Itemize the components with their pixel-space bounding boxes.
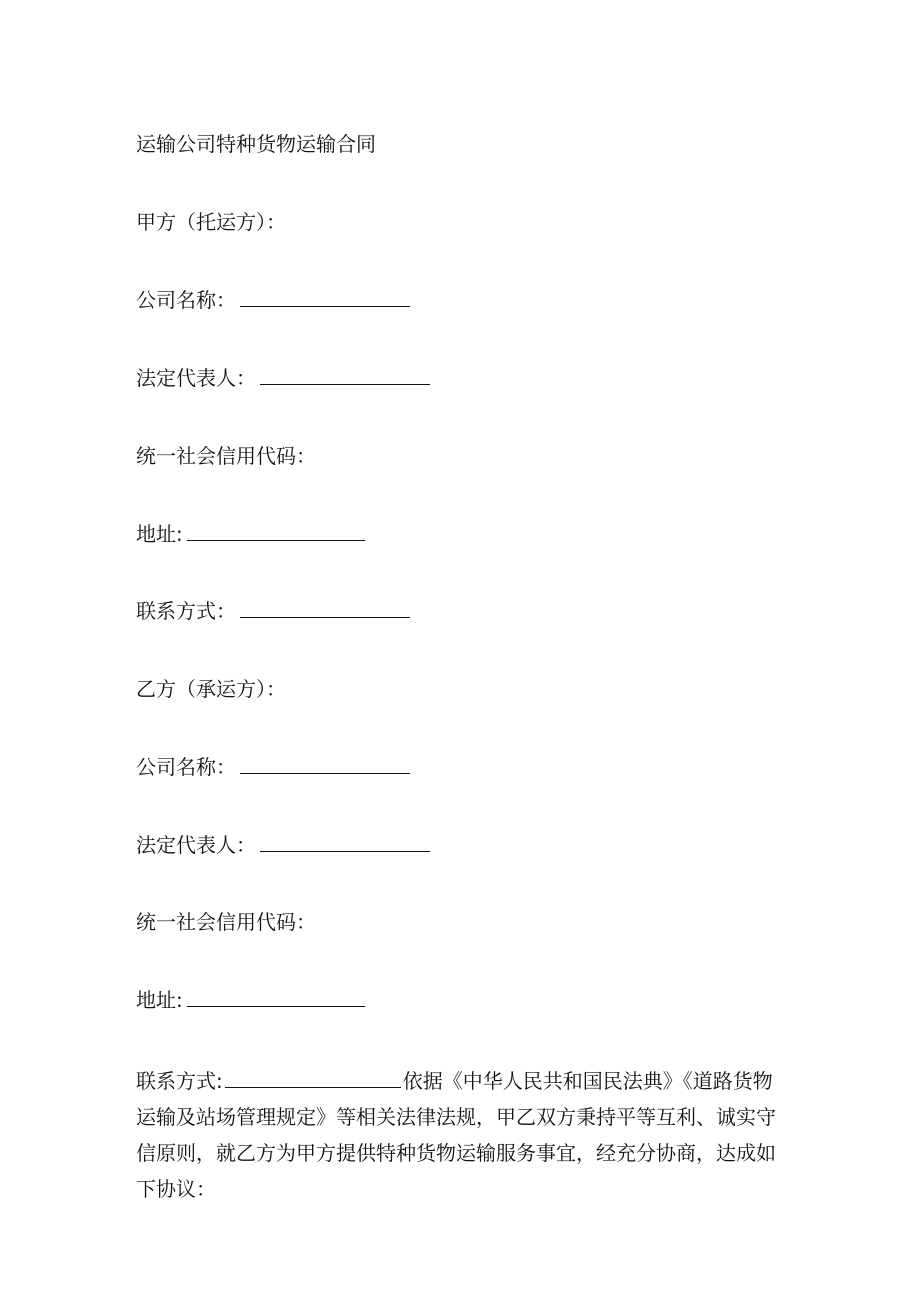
party-b-legal-rep-row [136, 831, 430, 859]
preamble-text: 依据《中华人民共和国民法典》《道路货物运输及站场管理规定》等相关法律法规，甲乙双方秉持平等互利、诚实守信原则，就乙方为甲方提供特种货物运输服务事宜，经充分协商，达成如下协议： [136, 1069, 776, 1201]
party-a-legal-rep-label: 法定代表人： [136, 366, 256, 390]
party-a-contact-label: 联系方式： [136, 599, 236, 623]
party-a-address-label: 地址: [136, 522, 183, 546]
party-a-heading: 甲方（托运方）： [136, 210, 286, 234]
party-a-contact-row [136, 597, 410, 625]
party-b-address-row [136, 986, 365, 1014]
preamble-paragraph [136, 1063, 786, 1207]
party-b-address-blank[interactable] [187, 986, 365, 1007]
party-b-heading: 乙方（承运方）： [136, 677, 286, 701]
party-b-company-name-label: 公司名称： [136, 755, 236, 779]
party-a-company-name-row [136, 286, 410, 314]
party-b-credit-code-label: 统一社会信用代码： [136, 910, 316, 934]
party-b-legal-rep-blank[interactable] [260, 831, 430, 852]
party-b-contact-label: 联系方式: [136, 1069, 223, 1093]
party-a-address-row [136, 520, 365, 548]
party-a-address-blank[interactable] [187, 520, 365, 541]
party-b-company-name-row [136, 753, 410, 781]
party-a-credit-code-label: 统一社会信用代码： [136, 444, 316, 468]
party-a-contact-blank[interactable] [240, 597, 410, 618]
contract-title: 运输公司特种货物运输合同 [136, 132, 376, 156]
party-b-address-label: 地址: [136, 988, 183, 1012]
party-b-company-name-blank[interactable] [240, 753, 410, 774]
party-a-company-name-blank[interactable] [240, 286, 410, 307]
party-a-legal-rep-row [136, 364, 430, 392]
party-a-legal-rep-blank[interactable] [260, 364, 430, 385]
party-b-contact-blank[interactable] [225, 1067, 401, 1088]
party-a-company-name-label: 公司名称： [136, 288, 236, 312]
party-b-legal-rep-label: 法定代表人： [136, 833, 256, 857]
